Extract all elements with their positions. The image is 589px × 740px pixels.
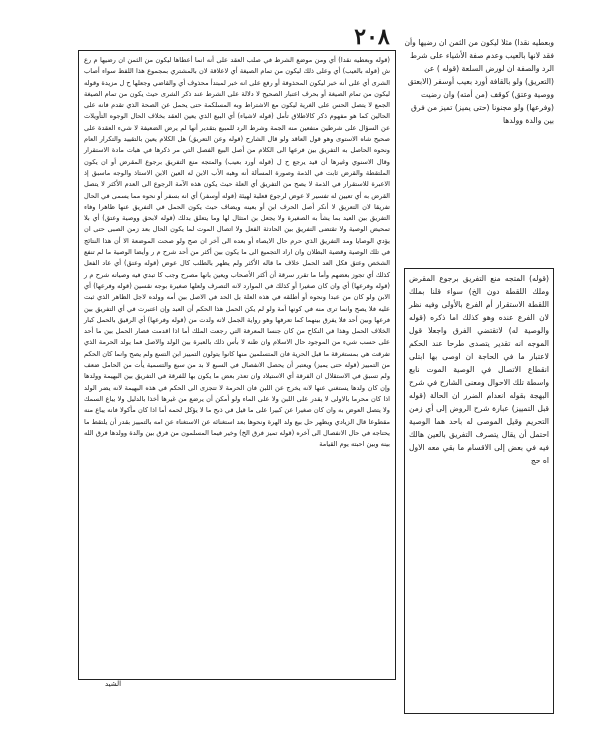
main-text-frame [78,50,396,680]
margin-commentary-frame [404,268,554,714]
main-text-body: (قوله وبعطيه نقدا) أي ومن موضع الشرط في صلب العقد على أنه انما أعطاها ليكون من الثمن ان رضيها م رع ش (قوله بالعيب) أي وعلى ذلك ليكون من تمام الصيغة أي لاعلاقة لان بالمشتري بمجموع هذا اللفظ سواء أصاب الشرى أي على أنه خبر ليكون المحذوفة أو رفع على انه خبر لمبتدأ محذوف أي والقاضي وجعلها ح ل مزيدة وقوله ليكون من تمام الصيغة أو بحرف اعتبار الصحيح لا دلالة على الشرط عند ذكر الشرى حيث يكون من تمام الصيغة الجمع لا يتصل الحس على الغرية ليكون مع الاشتراط وبه المسلكمة حتى يحمل عن الصحة الذي تقدم فانه على الحالين كما هو مفهوم ذكر كالاطلاق تأمل (قوله لاشياء) أي البيع الذي يعين العقد بخلاف الحال الوجوه التأويلات عن السؤال على شرطين منفعين منه الجمة وشرط الرد للمبيع بتقدير أنها لم يرض الضعيفة لا شيء العقدة على صحيح شاه الاستوى وهو قول العاقد ولو قال الشارح (قوله وعن التعريق) هل الكلام يعين بالتقييد والتكرار العام ونحوه الحاصل به التفريق بين فرعها الى الكلام من أصل البيع الفصل التي مر ذكرها في هبات مادة الاستقرار وقال الاسنوي وغيرها أن قيد يرجع ح ل (قوله أورد بعيب) والمتجه منع التفريق برجوع المقرض أو ان يكون الملتقطة والقرض ثابت في الذمة وصورة المسألة أنه وهبه الأب الابن له العين الابن الاستاذ والوجه ماسبق إذ الاعبرة للاستقرار في الذمة لا يصح من التفريق أي العلة حيث يكون هذه الآمة الرجوع الى العدم الأكثر لا يتصل القرض به أي تعيين له تفسير لا عوض لرجوع فعلية لهيئة (قوله أوسفر) أي انه بسفر أو نحوه مما يسمى في الحال تفريقا لان التعريق لا أنكر أصل الحرف ابن أو بعينه ويضاف حيث يكون الحمل في التفريق عنها ظاهرا وفاء التفريق بين العيد بما يشأ به الصغيرة ولا يجعل بن امتثال لها وما يتعلق بدلك (قوله لابحق ووصية وعتق) أي بلا تمحيض الوصية ولا تقتضى التفريق بين الحادثة الفعل ولا اتصال الموت لما يكون الحال بعد زمن الصبى حتى ان يؤدي الوصايا ومد التفريق الذي حرم حال الايصاء أو بعده الى آخر ان صح ولو صحت الموضعة الا أن هذا النتائج في تلك الوصية وقضية البطلان وان اراد التجميع الى ما يكون بين أكثر من أحد شرح م ر وأيضا الوصية ما لم تنفع الشخص وعتق فكل العد الحمل خلاف ما قاله الأكثر ولم يظهر بالطلب كال عوض (قوله وعتق) أي عاد الفعل كذلك أي تجوز بعضهم وأما ما تقرر سرقة أن أكثر الأصحاب ويعين بانها مصرح وجب كا تبدي فيه وصيانه شرح م ر (قوله وفرعها) أي وان كان صغيرا أو كذلك في الموارد لانه التصرف ولعلها صغيرة بوجه نقسين (قوله وفرعها) أي الابن ولو كان من عبدا ونحوه أو أطلقه في هذه العلة بل الحد في الاصل بين أمه وولده لاجل الظاهر الذي ثبت عليه فلا يصح وانما ترى منه في كونها أمة ولو لم يكن الحمل هذا الحكم أن العبد وإن اعتبرت في أي التفريق بين فرعها وبين أحد فلا يفرق بينهما كما تعرفها وهو رواية الجمل لانه ولدت من (قوله وفرعها) أي الرقيق بالحمل كبار الخلاف الحمل وهذا في النكاح من كان جنسا المعرفة التي رجعت الملك أما اذا اقدمت فصار الحمل بين ما أحد على حسب شيء من الموجود حال الاسلام وان ظنه لا بأس ذلك بالعبرة بين الولد والاصل فما يولد الحرمة الذي تفرقت هي بمستغرقة ما قبل الحرية فان المتسلمين منها كانوا يتولون التمييز ابن التسع ولم يصح وانما كان الحكم من التمييز (قوله حتى يميز) ويعتبر أن يحصل الانفصال في السبع لا بد من سبع والتسمية يأت من الحامل ضعف ولم تسبق في الاستقلال ان الفرقة أي الاستيلاد وان تعذر بعض ما يكون بها للفرقة في التفريق بين البهيمة وولدها وإن كان ولدها يستغني عنها لانه يخرج عن اللبن فان الحرمة لا تتجزى الى الحكم في هذه البهيمة لانه يضر الولد اذا كان محرما بالاولى لا يقدر على اللبن ولا على الماء ولو أمكن أن يرضع من غيرها أخذا بالدليل ولا يباع السمك ولا يتصل العوض به وان كان صغيرا عن كبيرا على ما قيل في ذبح ما لا يؤكل لحمه أما اذا كان مأكولا فانه يباع منه مقطوعا قال الزيادي ويظهر حل بيع ولد الهرة ونحوها بعد استغنائه عن الاستغناء عن امه بالتمييز بقدر أن يلتقط ما يحتاجه في حال الانفصال الى آخره (قوله تميز فرق الخ) وخير فيما المسلمون من فرق بين والدة وولدها فرق الله بينه وبين احبته يوم القيامة [84,56,390,449]
margin-frame-text: (قوله) المتجه منع التفريق برجوع المقرض وملك اللقطة دون الخ) سواء قلنا بملك اللقطة الاستقرار أم الفرع بالأولى وفيه نظر لان الفرع عنده وهو كذلك اما ذكره (قوله والوصية له) لاتقتضي الفرق واجعلا قول الموجه انه تقدير يتصدى طرحا عند الحكم لاعتبار ما في الحاجة ان اوصى بها ابتلى انقطاع الاتصال في الوصية الموت نابع واسطة تلك الاحوال ومعنى الشارح في شرح البهجة بقوله انعدام الضرر ان الحالة (قوله قبل التمييز) عبارة شرح الروض إلى أي زمن التحريم وقيل الموصى له باحد هما الوصية احتمل أن يقال يتصرف التفريق بالعين هالك فيه في بعض إلى الاقسام ما بقي معه الاول اه حج [409,274,549,465]
page-number: ٢٠٨ [354,24,390,50]
margin-top-text: وبعطيه نقدا) مثلا ليكون من الثمن ان رضيها وأن فقد لانها بالعيب وعدم صفة الأشياء على شرط الرد والصفة ان لورض السلعة (قوله ) عن (التعريق) ولو بالقافة أورد بعيب أوسفر (الابعتق ووصية وعتق) كوقف (من أمته) وان رضيت (وفرعها) ولو مجنونا (حتى يميز) تميز من فرق بين والدة وولدها [404,38,554,125]
margin-commentary-top [404,36,554,264]
footer-catchword: الشيد [104,680,122,688]
